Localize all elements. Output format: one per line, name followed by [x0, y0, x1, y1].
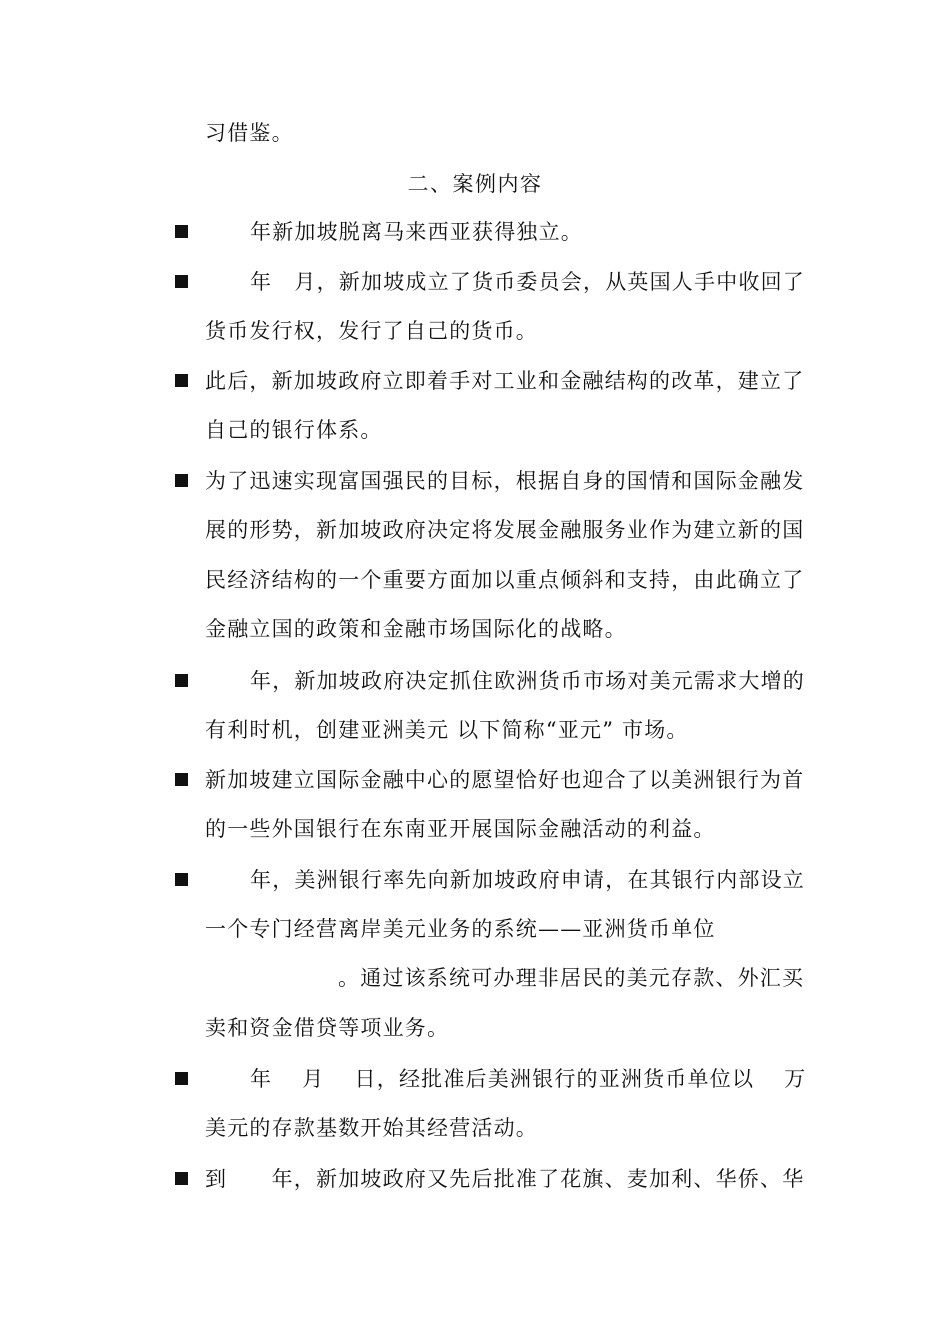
bullet-square-icon: [175, 474, 188, 487]
bullet-square-icon: [175, 1072, 188, 1085]
item-line: 展的形势，新加坡政府决定将发展金融服务业作为建立新的国: [205, 518, 805, 542]
bullet-square-icon: [175, 275, 188, 288]
item-line: 新加坡建立国际金融中心的愿望恰好也迎合了以美洲银行为首: [205, 768, 805, 792]
item-line: 货币发行权，发行了自己的货币。: [205, 319, 538, 343]
bullet-square-icon: [175, 674, 188, 687]
bullet-square-icon: [175, 225, 188, 238]
item-line: 年，美洲银行率先向新加坡政府申请，在其银行内部设立: [250, 868, 805, 892]
bullet-square-icon: [175, 773, 188, 786]
bullet-square-icon: [175, 1172, 188, 1185]
item-line: 一个专门经营离岸美元业务的系统——亚洲货币单位: [205, 917, 716, 941]
item-line: 到 年，新加坡政府又先后批准了花旗、麦加利、华侨、华: [205, 1167, 805, 1191]
item-line: 。通过该系统可办理非居民的美元存款、外汇买: [338, 966, 805, 990]
item-line: 为了迅速实现富国强民的目标，根据自身的国情和国际金融发: [205, 469, 805, 493]
item-line: 美元的存款基数开始其经营活动。: [205, 1116, 538, 1140]
item-line: 年 月 日，经批准后美洲银行的亚洲货币单位以 万: [250, 1067, 807, 1091]
item-line: 年新加坡脱离马来西亚获得独立。: [250, 220, 583, 244]
bullet-square-icon: [175, 374, 188, 387]
item-line: 自己的银行体系。: [205, 418, 383, 442]
item-line: 卖和资金借贷等项业务。: [205, 1016, 450, 1040]
section-heading: 二、案例内容: [407, 172, 543, 196]
item-line: 的一些外国银行在东南亚开展国际金融活动的利益。: [205, 817, 716, 841]
item-line: 有利时机，创建亚洲美元 以下简称“亚元” 市场。: [205, 718, 689, 742]
bullet-square-icon: [175, 873, 188, 886]
item-line: 此后，新加坡政府立即着手对工业和金融结构的改革，建立了: [205, 369, 805, 393]
item-line: 民经济结构的一个重要方面加以重点倾斜和支持，由此确立了: [205, 568, 805, 592]
item-line: 金融立国的政策和金融市场国际化的战略。: [205, 617, 627, 641]
item-line: 年 月，新加坡成立了货币委员会，从英国人手中收回了: [250, 270, 805, 294]
item-line: 年，新加坡政府决定抓住欧洲货币市场对美元需求大增的: [250, 669, 805, 693]
intro-tail-text: 习借鉴。: [205, 121, 294, 145]
